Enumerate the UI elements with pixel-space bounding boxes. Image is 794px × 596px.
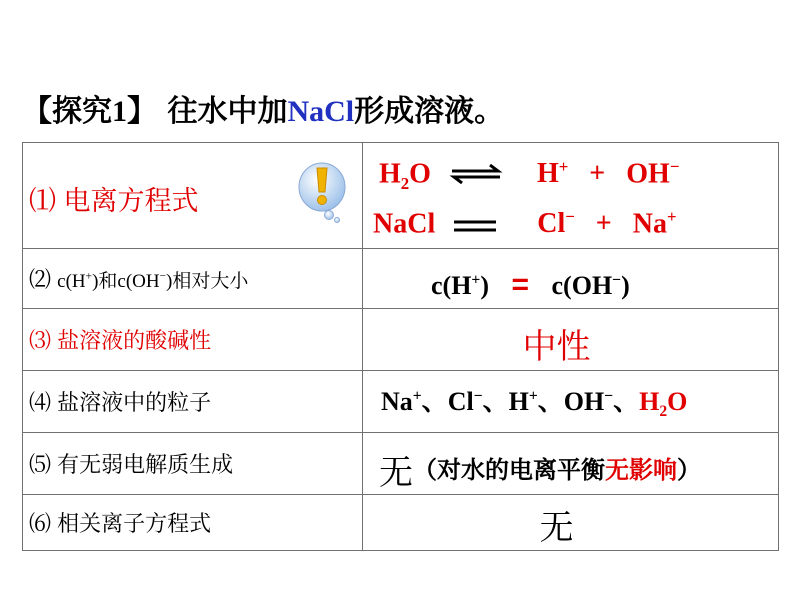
table-row [23, 309, 779, 371]
ionization-equations [363, 143, 778, 248]
equilibrium-arrow-icon [448, 160, 504, 192]
row-label: ⑷ 盐溶液中的粒子 [23, 371, 363, 433]
title-ending: 形成溶液。 [354, 94, 505, 129]
slide-title [22, 86, 504, 130]
table-row [23, 371, 779, 433]
table-row [23, 433, 779, 495]
concentration-comparison: c(H+) = c(OH−) [431, 267, 630, 301]
row-label: ⑴ 电离方程式 [29, 186, 199, 216]
title-suffix: 】 往水中加 [127, 94, 288, 129]
row-answer-cell [363, 495, 779, 551]
equals-sign: = [511, 267, 530, 301]
table-row [23, 143, 779, 249]
water-molecule: $H_2O$ [639, 387, 688, 421]
water-ionization-equation: $H_2O$ H+ + OH− [379, 157, 680, 193]
title-prefix: 【探究 [22, 94, 112, 129]
title-compound: NaCl [287, 95, 355, 128]
table-row [23, 249, 779, 309]
row-answer-cell [363, 143, 779, 249]
row-answer-cell [363, 371, 779, 433]
row-label-cell [23, 249, 363, 309]
table-row [23, 495, 779, 551]
acidity-answer: 中性 [522, 328, 591, 366]
row-label-cell [23, 143, 363, 249]
title-number: 1 [112, 95, 127, 128]
nacl-ionization-equation: NaCl Cl− + Na+ [373, 207, 677, 242]
row-label: ⑵ c(H+)和c(OH−)相对大小 [29, 267, 249, 292]
weak-electrolyte-answer: 无（对水的电离平衡无影响） [379, 454, 701, 492]
particle-list: Na+、Cl−、H+、OH−、$H_2O$ [381, 387, 688, 421]
row-answer-cell [363, 309, 779, 371]
inquiry-table [22, 142, 779, 551]
row-label: ⑸ 有无弱电解质生成 [23, 433, 363, 495]
row-answer-cell [363, 249, 779, 309]
row-label: ⑹ 相关离子方程式 [23, 495, 363, 551]
ionic-equation-answer: 无 [539, 509, 574, 547]
equals-arrow-icon [452, 210, 498, 242]
row-answer-cell [363, 433, 779, 495]
row-label: ⑶ 盐溶液的酸碱性 [23, 309, 363, 371]
thinking-bubble-icon [295, 159, 349, 229]
